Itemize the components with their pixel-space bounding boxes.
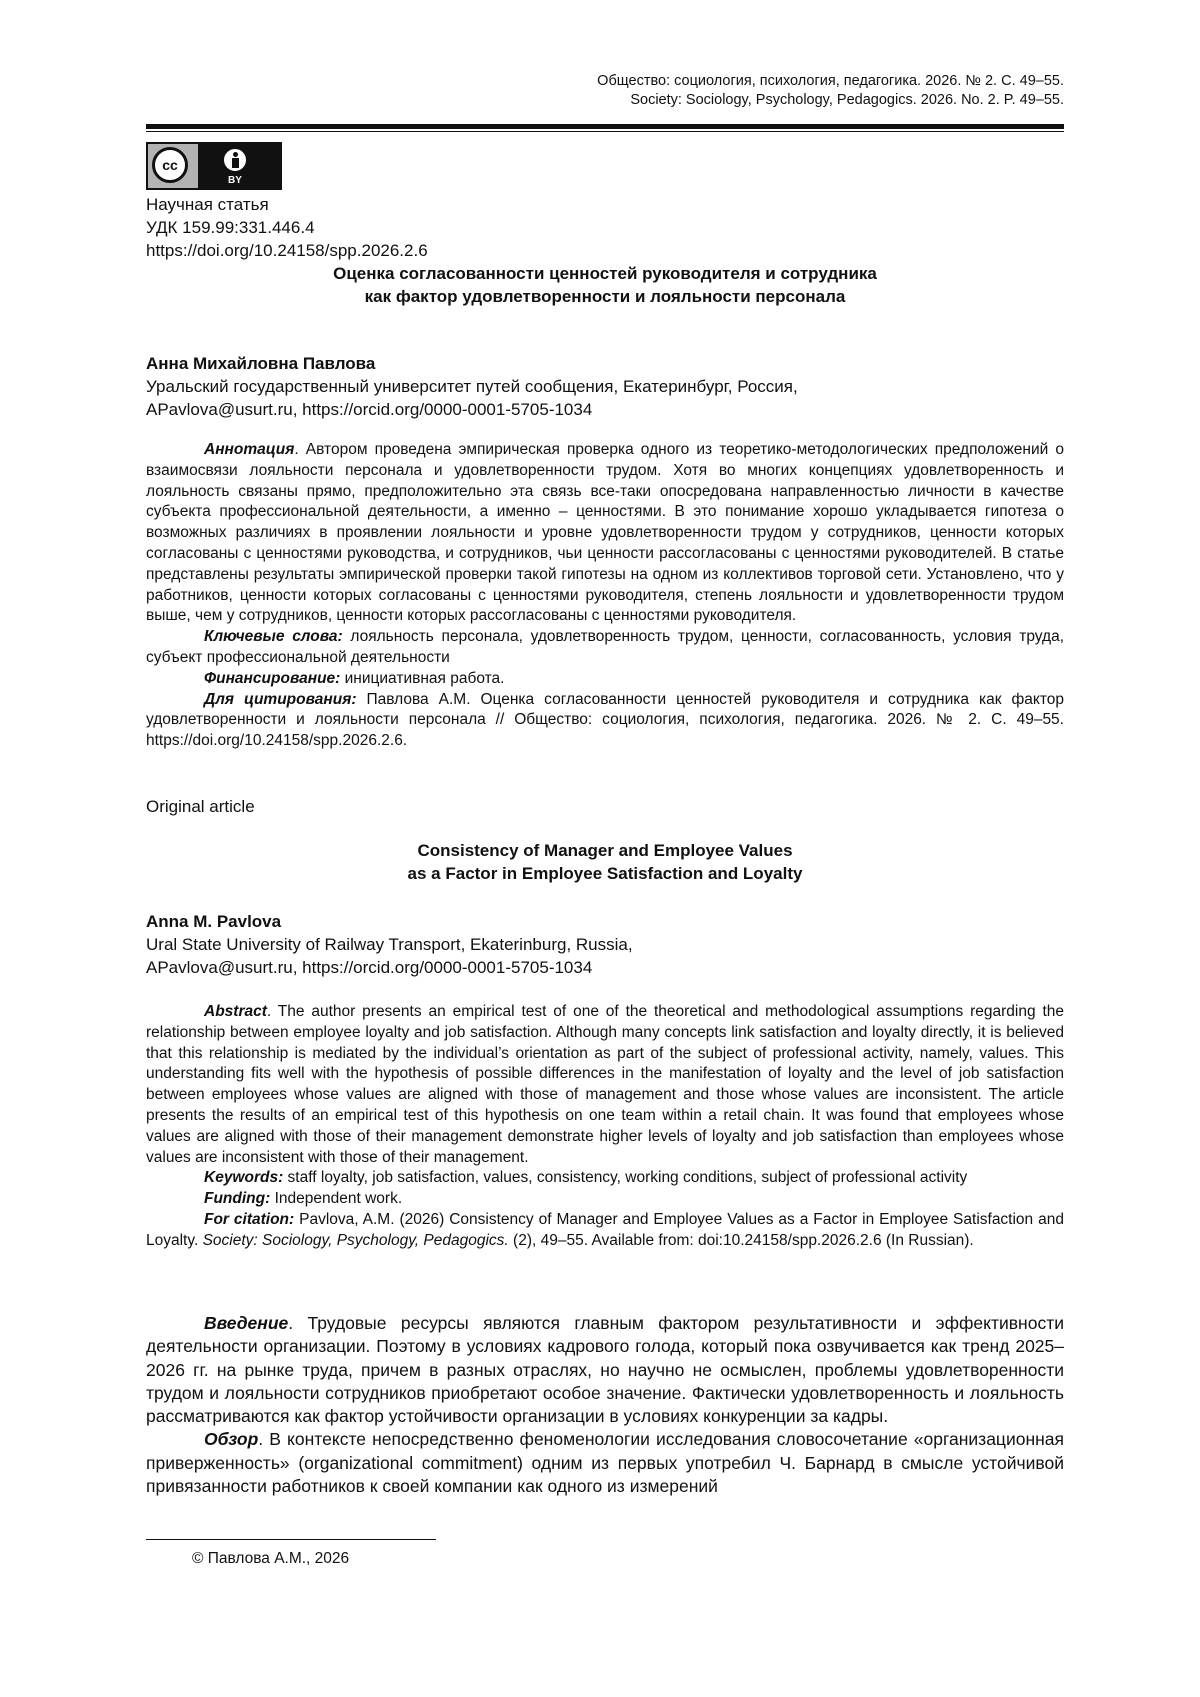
- title-ru-line2: как фактор удовлетворенности и лояльности персонала: [364, 287, 846, 306]
- funding-ru: [146, 669, 1064, 690]
- title-ru: [146, 262, 1064, 308]
- abstract-label-en: Abstract: [204, 1003, 267, 1020]
- citation-text-en-b: (2), 49–55. Available from: doi:10.24158/spp.2026.2.6 (In Russian).: [508, 1231, 974, 1249]
- author-block-ru: [146, 352, 798, 421]
- keywords-label-ru: Ключевые слова:: [204, 628, 343, 646]
- by-label: BY: [228, 175, 242, 186]
- abstract-ru: [146, 440, 1064, 627]
- review-label: Обзор: [204, 1429, 259, 1450]
- article-type-en: Original article: [146, 797, 255, 816]
- abstract-en: [146, 1002, 1064, 1168]
- funding-text-en: Independent work.: [270, 1190, 403, 1208]
- citation-text-en-a: Pavlova, A.M. (2026) Consistency of Manager and Employee Values as a Factor in Employee Satisfaction and Loyalty.: [146, 1210, 1064, 1249]
- citation-journal-en: Society: Sociology, Psychology, Pedagogics.: [202, 1231, 509, 1249]
- article-type: Научная статья: [146, 195, 269, 214]
- citation-label-ru: Для цитирования:: [204, 690, 357, 708]
- header-rule-thick: [146, 124, 1064, 129]
- citation-en: [146, 1210, 1064, 1252]
- abstract-text-ru: . Автором проведена эмпирическая проверка одного из теоретико-методологических предположений о взаимосвязи лояльности персонала и удовлетворенности трудом. Хотя во многих концепциях удовлетворенность и лояльность связаны прямо, предположительно эта связь все-таки опосредована направленностью личности в качестве субъекта профессиональной деятельности, а именно – ценностями. В это понимание хорошо укладывается гипотеза о возможных различиях в проявлении лояльности и уровне удовлетворенности трудом у сотрудников, ценности которых согласованы с ценностями руководства, и сотрудников, чьи ценности рассогласованы с ценностями руководителей. В статье представлены результаты эмпирической проверки такой гипотезы на одном из коллективов торговой сети. Установлено, что у работников, ценности которых согласованы с ценностями руководителя, степень лояльности и удовлетворенности трудом выше, чем у сотрудников, ценности которых рассогласованы с ценностями руководителя.: [146, 441, 1064, 625]
- footnote-rule: [146, 1539, 436, 1540]
- affiliation-en: Ural State University of Railway Transport, Ekaterinburg, Russia,: [146, 935, 633, 954]
- funding-label-en: Funding:: [204, 1190, 271, 1208]
- title-en-line2: as a Factor in Employee Satisfaction and Loyalty: [407, 864, 803, 883]
- intro-paragraph: [146, 1312, 1064, 1428]
- citation-ru: [146, 690, 1064, 752]
- doi-link[interactable]: https://doi.org/10.24158/spp.2026.2.6: [146, 241, 428, 260]
- header-rule-thin: [146, 131, 1064, 132]
- intro-text: . Трудовые ресурсы являются главным фактором результативности и эффективности деятельности организации. Поэтому в условиях кадрового голода, который пока озвучивается как тренд 2025–2026 гг. на рынке труда, причем в разных отраслях, но научно не осмыслен, проблемы удовлетворенности трудом и лояльности сотрудников приобретают особое значение. Фактически удовлетворенность и лояльность рассматриваются как фактор устойчивости организации в условиях конкуренции за кадры.: [146, 1313, 1064, 1427]
- review-paragraph: [146, 1428, 1064, 1498]
- cc-by-license-badge[interactable]: [146, 142, 282, 190]
- title-ru-line1: Оценка согласованности ценностей руководителя и сотрудника: [333, 264, 877, 283]
- intro-label: Введение: [204, 1313, 289, 1333]
- title-en-line1: Consistency of Manager and Employee Values: [417, 841, 793, 860]
- article-meta: [146, 193, 428, 262]
- affiliation-ru: Уральский государственный университет путей сообщения, Екатеринбург, Россия,: [146, 377, 798, 396]
- cc-icon: cc: [152, 147, 188, 183]
- citation-label-en: For citation:: [204, 1210, 295, 1228]
- title-en: [146, 839, 1064, 885]
- abstract-block-en: [146, 1002, 1064, 1252]
- keywords-en: [146, 1168, 1064, 1189]
- attribution-person-icon: [222, 147, 248, 173]
- keywords-label-en: Keywords:: [204, 1169, 284, 1187]
- copyright-footnote: © Павлова А.М., 2026: [192, 1550, 350, 1567]
- author-name-en: Anna M. Pavlova: [146, 912, 282, 931]
- keywords-ru: [146, 627, 1064, 669]
- review-text: . В контексте непосредственно феноменологии исследования словосочетание «организационная приверженность» (organizational commitment) одним из первых употребил Ч. Барнард в смысле устойчивой привязанности работников к своей компании как одного из измерений: [146, 1429, 1064, 1497]
- funding-en: [146, 1189, 1064, 1210]
- udc: УДК 159.99:331.446.4: [146, 218, 315, 237]
- keywords-text-ru: лояльность персонала, удовлетворенность трудом, ценности, согласованность, условия труда, субъект профессиональной деятельности: [146, 628, 1065, 666]
- funding-label-ru: Финансирование:: [204, 669, 341, 687]
- running-head: [597, 72, 1064, 110]
- keywords-text-en: staff loyalty, job satisfaction, values, consistency, working conditions, subject of professional activity: [283, 1169, 968, 1187]
- citation-text-ru: Павлова А.М. Оценка согласованности ценностей руководителя и сотрудника как фактор удовлетворенности и лояльности персонала // Общество: социология, психология, педагогика. 2026. № 2. С. 49–55. https://doi.org/10.24158/spp.2026.2.6.: [146, 690, 1064, 750]
- journal-citation-en: Society: Sociology, Psychology, Pedagogics. 2026. No. 2. P. 49–55.: [630, 92, 1064, 108]
- funding-text-ru: инициативная работа.: [340, 669, 505, 687]
- abstract-text-en: . The author presents an empirical test of one of the theoretical and methodological assumptions regarding the relationship between employee loyalty and job satisfaction. Although many concepts link satisfaction and loyalty directly, it is believed that this relationship is mediated by the individual’s orientation as part of the subject of professional activity, namely, values. This understanding fits well with the hypothesis of possible differences in the manifestation of loyalty and the level of job satisfaction between employees whose values are aligned with those of management and those whose values are inconsistent. The article presents the results of an empirical test of this hypothesis on one team within a retail chain. It was found that employees whose values are aligned with those of their management demonstrate higher levels of loyalty and job satisfaction than employees whose values are inconsistent with those of their management.: [146, 1003, 1064, 1166]
- author-name-ru: Анна Михайловна Павлова: [146, 354, 376, 373]
- journal-citation-ru: Общество: социология, психология, педагогика. 2026. № 2. С. 49–55.: [597, 73, 1064, 89]
- abstract-block-ru: [146, 440, 1064, 752]
- author-contacts-en[interactable]: APavlova@usurt.ru, https://orcid.org/0000-0001-5705-1034: [146, 958, 593, 977]
- author-block-en: [146, 910, 633, 979]
- body-text: [146, 1312, 1064, 1498]
- author-contacts-ru[interactable]: APavlova@usurt.ru, https://orcid.org/0000-0001-5705-1034: [146, 400, 593, 419]
- abstract-label-ru: Аннотация: [204, 441, 295, 458]
